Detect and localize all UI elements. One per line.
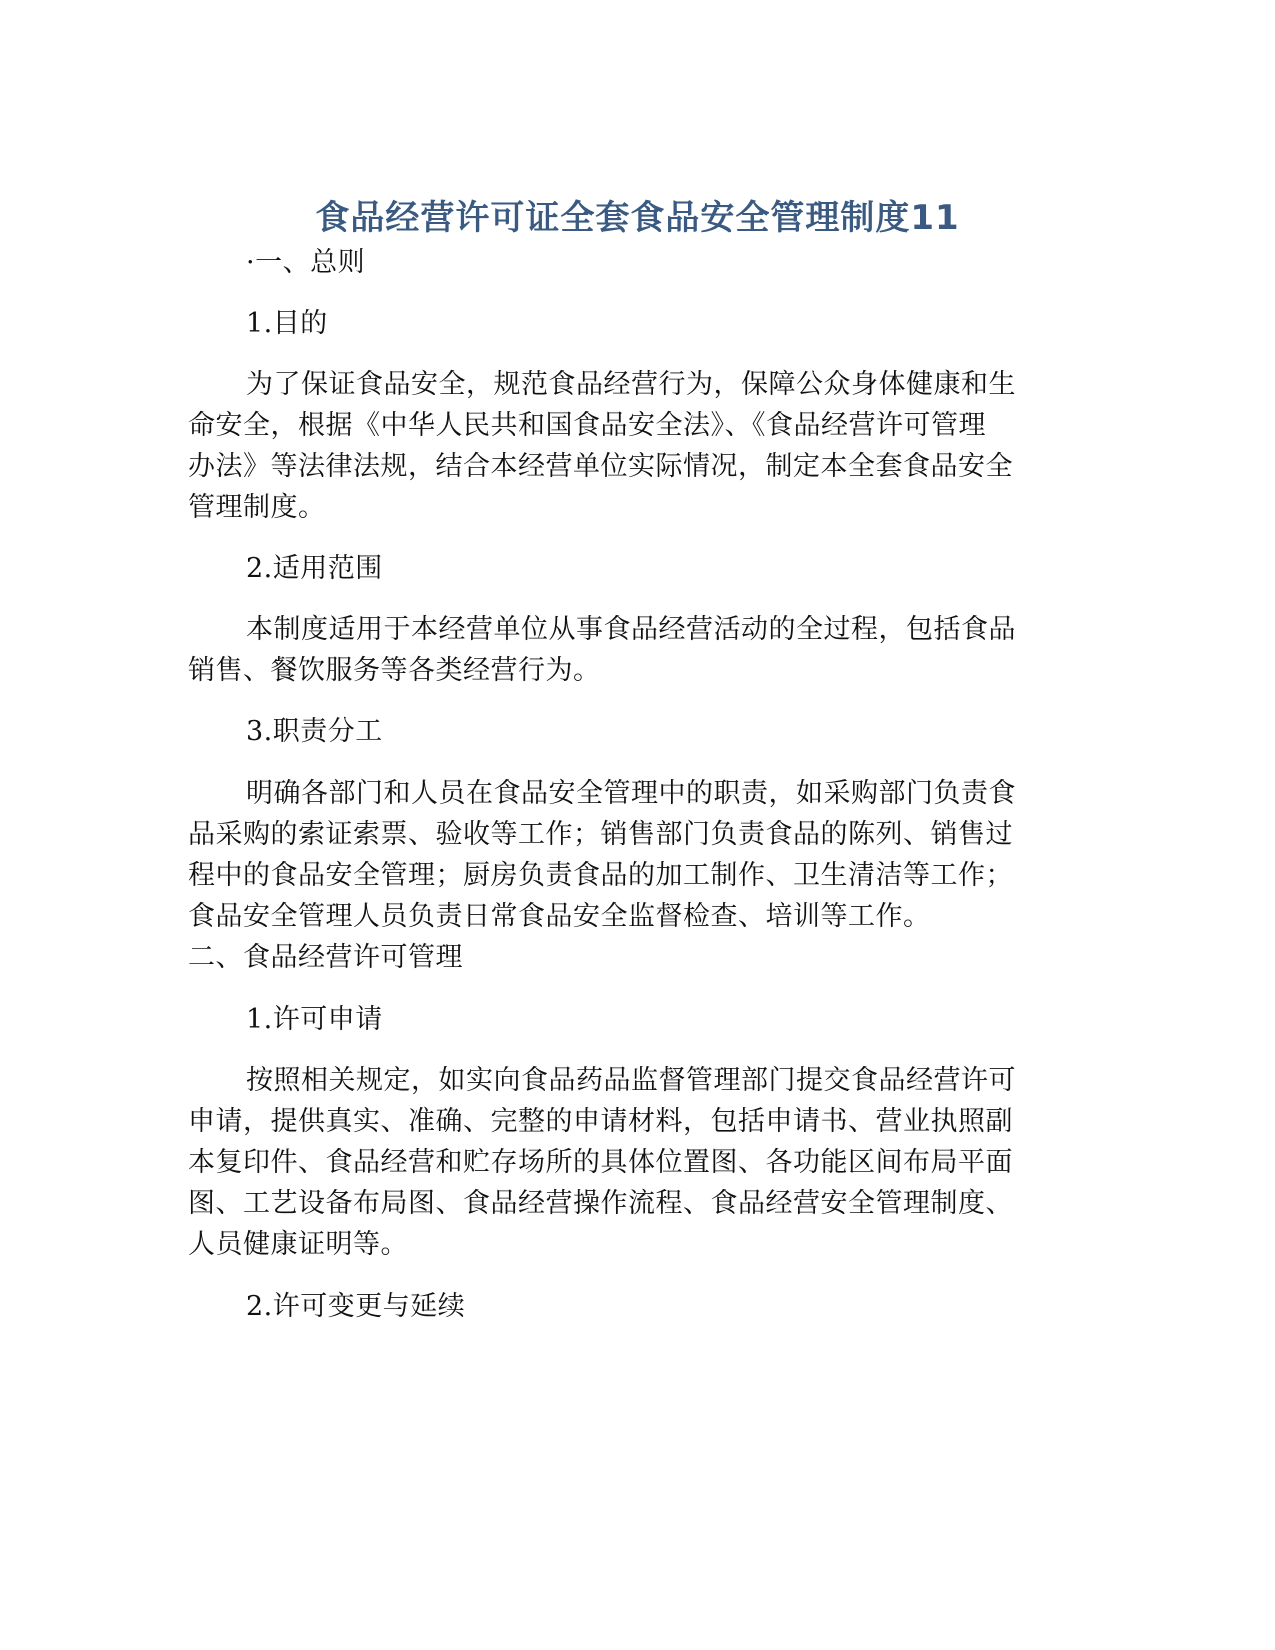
section-heading-general: ·一、总则 bbox=[246, 247, 366, 278]
paragraph-line: 本制度适用于本经营单位从事食品经营活动的全过程，包括食品 bbox=[246, 614, 1016, 645]
paragraph-line: 品采购的索证索票、验收等工作；销售部门负责食品的陈列、销售过 bbox=[188, 819, 1013, 850]
subheading-application: 1.许可申请 bbox=[246, 1004, 383, 1035]
subheading-responsibilities: 3.职责分工 bbox=[246, 716, 383, 747]
subheading-scope: 2.适用范围 bbox=[246, 553, 383, 584]
paragraph-line: 按照相关规定，如实向食品药品监督管理部门提交食品经营许可 bbox=[246, 1065, 1016, 1096]
subheading-change-renewal: 2.许可变更与延续 bbox=[246, 1291, 466, 1322]
subheading-purpose: 1.目的 bbox=[246, 308, 328, 339]
paragraph-line: 申请，提供真实、准确、完整的申请材料，包括申请书、营业执照副 bbox=[188, 1106, 1013, 1137]
paragraph-line: 办法》等法律法规，结合本经营单位实际情况，制定本全套食品安全 bbox=[188, 451, 1013, 482]
paragraph-line: 管理制度。 bbox=[188, 492, 326, 523]
paragraph-line: 销售、餐饮服务等各类经营行为。 bbox=[188, 655, 601, 686]
paragraph-line: 为了保证食品安全，规范食品经营行为，保障公众身体健康和生 bbox=[246, 369, 1016, 400]
document-title: 食品经营许可证全套食品安全管理制度11 bbox=[315, 198, 960, 238]
paragraph-line: 图、工艺设备布局图、食品经营操作流程、食品经营安全管理制度、 bbox=[188, 1188, 1013, 1219]
paragraph-line: 人员健康证明等。 bbox=[188, 1229, 408, 1260]
paragraph-line: 明确各部门和人员在食品安全管理中的职责，如采购部门负责食 bbox=[246, 778, 1016, 809]
section-heading-license: 二、食品经营许可管理 bbox=[188, 942, 463, 973]
paragraph-line: 本复印件、食品经营和贮存场所的具体位置图、各功能区间布局平面 bbox=[188, 1147, 1013, 1178]
paragraph-line: 食品安全管理人员负责日常食品安全监督检查、培训等工作。 bbox=[188, 901, 931, 932]
paragraph-line: 程中的食品安全管理；厨房负责食品的加工制作、卫生清洁等工作； bbox=[188, 860, 1013, 891]
paragraph-line: 命安全，根据《中华人民共和国食品安全法》、《食品经营许可管理 bbox=[188, 410, 986, 441]
